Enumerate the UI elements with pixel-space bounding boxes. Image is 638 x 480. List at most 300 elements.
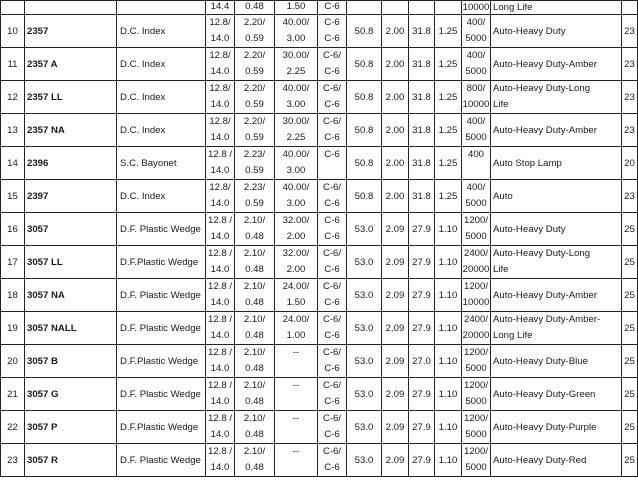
filament-cell-line: C-6 — [324, 215, 340, 226]
application-cell-line: Long Life — [493, 330, 533, 341]
life-cell-line: 5000 — [465, 198, 487, 209]
table-row — [1, 114, 638, 147]
volts-cell-line: 12.8 / — [207, 314, 232, 325]
mol-cell: 53.0 — [347, 444, 382, 477]
filament-cell-line: C-6 — [324, 396, 340, 407]
life-cell-line: 5000 — [465, 429, 487, 440]
volts-cell-line: 14.0 — [210, 330, 230, 341]
cp-cell — [275, 411, 318, 444]
cp-cell-line: 1.00 — [286, 330, 306, 341]
code-cell: 3057 B — [25, 345, 117, 378]
life-cell-line: 400/ — [466, 116, 486, 127]
amps-cell-line: 2.10/ — [243, 347, 266, 358]
application-cell — [491, 246, 622, 279]
mol-cell: 53.0 — [347, 345, 382, 378]
amps-cell — [235, 378, 275, 411]
application-cell-line: Auto-Heavy Duty-Long — [493, 83, 591, 94]
code-cell: 2357 LL — [25, 81, 117, 114]
cp-cell-line: 32.00/ — [282, 248, 310, 259]
volts-cell-line: 14.0 — [210, 132, 230, 143]
cp-cell-line: 24.00/ — [282, 281, 310, 292]
life-cell — [462, 345, 491, 378]
cp-cell-line: 2.00 — [286, 231, 306, 242]
dia-cell: 2.09 — [382, 411, 409, 444]
filament-cell-line: C-6 — [324, 99, 340, 110]
page-cell: 25 — [622, 312, 638, 345]
volts-cell-line: 14.0 — [210, 363, 230, 374]
cp-cell-line: -- — [292, 347, 300, 358]
life-cell-line — [462, 163, 490, 179]
lcl-cell: 31.8 — [409, 147, 435, 180]
mol-cell: 53.0 — [347, 378, 382, 411]
lcl-cell: 27.9 — [409, 213, 435, 246]
amps-cell-line: 0.48 — [245, 396, 264, 407]
amps-cell-line: 0.48 — [245, 363, 264, 374]
application-cell: Auto-Heavy Duty-Purple — [491, 411, 622, 444]
filament-cell — [318, 48, 347, 81]
code-cell: 3057 P — [25, 411, 117, 444]
base-cell: D.C. Index — [117, 48, 206, 81]
cp-cell-line: 40.00/ — [282, 149, 310, 160]
filament-cell-line: C-6/ — [322, 314, 342, 325]
amps-cell — [235, 114, 275, 147]
table-row — [1, 81, 638, 114]
mol-cell: 53.0 — [347, 312, 382, 345]
application-cell: Auto Stop Lamp — [491, 147, 622, 180]
volts-cell-line: 14.0 — [210, 462, 230, 473]
amps-cell-line: 0.59 — [245, 99, 264, 110]
page-cell: 25 — [622, 246, 638, 279]
cp-cell-line — [275, 361, 317, 377]
application-cell-line: Life — [493, 99, 509, 110]
life-cell — [462, 15, 491, 48]
cp-cell — [275, 180, 318, 213]
life-cell-line: 1200/ — [463, 446, 488, 457]
life-cell-line: 1200/ — [463, 215, 488, 226]
amps-cell-line: 0.48 — [245, 429, 264, 440]
code-cell: 3057 NA — [25, 279, 117, 312]
filament-cell-line: C-6 — [324, 462, 340, 473]
table-row — [1, 345, 638, 378]
life-cell-line: 400/ — [466, 17, 486, 28]
amps-cell-line: 0.48 — [245, 231, 264, 242]
code-cell — [25, 1, 117, 15]
page-cell: 25 — [622, 279, 638, 312]
amps-cell — [235, 345, 275, 378]
volts-cell-line: 12.8/ — [209, 182, 231, 193]
volts-cell: 14.4 — [206, 1, 235, 15]
life-cell-line: 400 — [467, 149, 484, 160]
volts-cell — [206, 411, 235, 444]
life-cell — [462, 48, 491, 81]
base-cell — [117, 1, 206, 15]
lcl-cell: 31.8 — [409, 48, 435, 81]
volts-cell-line: 14.0 — [210, 396, 230, 407]
index-cell: 22 — [1, 411, 25, 444]
filament-cell — [318, 180, 347, 213]
code-cell: 2397 — [25, 180, 117, 213]
application-cell: Long Life — [491, 1, 622, 15]
lcl-cell: 27.9 — [409, 411, 435, 444]
index-cell — [1, 1, 25, 15]
filament-cell — [318, 345, 347, 378]
life-cell-line: 5000 — [465, 66, 487, 77]
amps-cell-line: 2.10/ — [243, 248, 266, 259]
application-cell: Auto-Heavy Duty-Amber — [491, 279, 622, 312]
cp-cell-line: 2.25 — [286, 132, 306, 143]
page-cell: 23 — [622, 81, 638, 114]
filament-cell-line: C-6 — [324, 132, 340, 143]
dia-cell: 2.00 — [382, 180, 409, 213]
life-cell-line: 400/ — [466, 182, 486, 193]
cp-cell-line: 40.00/ — [282, 83, 310, 94]
filament-cell-line — [318, 163, 346, 179]
base-cell: D.C. Index — [117, 15, 206, 48]
application-cell: Auto-Heavy Duty — [491, 213, 622, 246]
amps-cell — [235, 279, 275, 312]
application-cell: Auto-Heavy Duty-Amber — [491, 48, 622, 81]
life-cell: 10000 — [462, 2, 490, 13]
base-cell: D.F. Plastic Wedge — [117, 213, 206, 246]
page-cell: 20 — [622, 147, 638, 180]
filament-cell-line: C-6 — [324, 330, 340, 341]
volts-cell-line: 14.0 — [210, 231, 230, 242]
amps-cell-line: 0.59 — [245, 165, 264, 176]
cp-cell-line: -- — [292, 413, 300, 424]
amps-cell: 0.48 — [235, 1, 275, 15]
page-cell: 25 — [622, 444, 638, 477]
filament-cell — [318, 81, 347, 114]
page-cell: 23 — [622, 15, 638, 48]
spec-cell — [435, 1, 462, 15]
volts-cell-line: 14.0 — [210, 297, 230, 308]
cp-cell — [275, 213, 318, 246]
table-body — [1, 1, 638, 477]
volts-cell-line: 12.8 / — [207, 446, 232, 457]
dia-cell: 2.09 — [382, 312, 409, 345]
index-cell: 11 — [1, 48, 25, 81]
mol-cell: 50.8 — [347, 147, 382, 180]
life-cell-line: 10000 — [462, 297, 490, 308]
page-cell: 23 — [622, 180, 638, 213]
volts-cell — [206, 312, 235, 345]
volts-cell — [206, 345, 235, 378]
code-cell: 3057 G — [25, 378, 117, 411]
dia-cell: 2.09 — [382, 444, 409, 477]
amps-cell — [235, 246, 275, 279]
volts-cell-line: 12.8/ — [209, 17, 231, 28]
amps-cell-line: 2.20/ — [243, 116, 266, 127]
amps-cell-line: 2.23/ — [243, 182, 266, 193]
life-cell-line: 1200/ — [463, 413, 488, 424]
cp-cell — [275, 114, 318, 147]
filament-cell-line: C-6/ — [322, 380, 342, 391]
base-cell: D.F.Plastic Wedge — [117, 246, 206, 279]
cp-cell-line: 3.00 — [286, 99, 306, 110]
filament-cell-line: C-6/ — [322, 281, 342, 292]
volts-cell-line: 12.8 / — [207, 149, 232, 160]
mol-cell: 50.8 — [347, 15, 382, 48]
table-row — [1, 246, 638, 279]
filament-cell — [318, 15, 347, 48]
application-cell: Auto-Heavy Duty-Amber — [491, 114, 622, 147]
index-cell: 14 — [1, 147, 25, 180]
cp-cell-line: 2.25 — [286, 66, 306, 77]
life-cell-line: 800/ — [466, 83, 486, 94]
cp-cell — [275, 378, 318, 411]
dia-cell: 2.00 — [382, 147, 409, 180]
cp-cell-line: 40.00/ — [282, 17, 310, 28]
life-cell-line: 20000 — [462, 264, 490, 275]
volts-cell — [206, 180, 235, 213]
amps-cell — [235, 213, 275, 246]
code-cell: 3057 R — [25, 444, 117, 477]
filament-cell-line: C-6/ — [322, 50, 342, 61]
filament-cell-line: C-6 — [324, 66, 340, 77]
page-cell: 25 — [622, 213, 638, 246]
life-cell-line: 1200/ — [463, 347, 488, 358]
dia-cell: 2.09 — [382, 378, 409, 411]
lcl-cell: 27.9 — [409, 246, 435, 279]
cp-cell — [275, 279, 318, 312]
volts-cell — [206, 81, 235, 114]
spec-cell: 1.25 — [435, 48, 462, 81]
page-cell: 25 — [622, 378, 638, 411]
amps-cell-line: 0.59 — [245, 33, 264, 44]
filament-cell-line: C-6 — [324, 149, 340, 160]
volts-cell-line: 12.8/ — [209, 116, 231, 127]
index-cell: 21 — [1, 378, 25, 411]
filament-cell: C-6 — [318, 1, 347, 15]
code-cell: 2357 NA — [25, 114, 117, 147]
volts-cell-line: 14.0 — [210, 33, 230, 44]
life-cell-line: 5000 — [465, 363, 487, 374]
cp-cell-line — [275, 427, 317, 443]
filament-cell — [318, 411, 347, 444]
dia-cell: 2.09 — [382, 213, 409, 246]
spec-cell: 1.25 — [435, 15, 462, 48]
life-cell-line: 400/ — [466, 50, 486, 61]
cp-cell — [275, 246, 318, 279]
table-row — [1, 213, 638, 246]
index-cell: 19 — [1, 312, 25, 345]
cp-cell-line: 3.00 — [286, 198, 306, 209]
life-cell — [462, 114, 491, 147]
table-row — [1, 15, 638, 48]
filament-cell — [318, 279, 347, 312]
amps-cell-line: 0.48 — [245, 330, 264, 341]
life-cell — [462, 246, 491, 279]
life-cell-line: 20000 — [462, 330, 490, 341]
cp-cell-line: 3.00 — [286, 33, 306, 44]
filament-cell — [318, 378, 347, 411]
cp-cell-line: -- — [292, 446, 300, 457]
mol-cell: 50.8 — [347, 48, 382, 81]
page-cell — [622, 1, 638, 15]
code-cell: 3057 LL — [25, 246, 117, 279]
volts-cell — [206, 48, 235, 81]
volts-cell-line: 14.0 — [210, 429, 230, 440]
life-cell — [462, 279, 491, 312]
table-row-continued — [1, 1, 638, 15]
amps-cell — [235, 180, 275, 213]
life-cell-line: 2400/ — [463, 248, 488, 259]
index-cell: 17 — [1, 246, 25, 279]
base-cell: D.F. Plastic Wedge — [117, 378, 206, 411]
cp-cell-line — [275, 394, 317, 410]
base-cell: D.C. Index — [117, 180, 206, 213]
spec-cell: 1.10 — [435, 246, 462, 279]
base-cell: D.F. Plastic Wedge — [117, 279, 206, 312]
mol-cell: 50.8 — [347, 180, 382, 213]
volts-cell-line: 12.8 / — [207, 248, 232, 259]
spec-cell: 1.25 — [435, 81, 462, 114]
filament-cell — [318, 213, 347, 246]
spec-cell: 1.10 — [435, 411, 462, 444]
volts-cell — [206, 444, 235, 477]
index-cell: 16 — [1, 213, 25, 246]
base-cell: S.C. Bayonet — [117, 147, 206, 180]
mol-cell — [347, 1, 382, 15]
cp-cell-line: 40.00/ — [282, 182, 310, 193]
life-cell — [462, 411, 491, 444]
volts-cell-line: 12.8 / — [207, 380, 232, 391]
spec-cell: 1.25 — [435, 180, 462, 213]
amps-cell-line: 2.10/ — [243, 380, 266, 391]
amps-cell-line: 0.59 — [245, 132, 264, 143]
volts-cell — [206, 378, 235, 411]
spec-cell: 1.25 — [435, 114, 462, 147]
cp-cell: 1.50 — [275, 1, 318, 15]
dia-cell: 2.00 — [382, 15, 409, 48]
table-row — [1, 279, 638, 312]
cp-cell-line: 2.00 — [286, 264, 306, 275]
cp-cell-line: 30.00/ — [282, 50, 310, 61]
spec-cell: 1.25 — [435, 147, 462, 180]
base-cell: D.F.Plastic Wedge — [117, 345, 206, 378]
volts-cell-line: 14.0 — [210, 198, 230, 209]
spec-cell: 1.10 — [435, 279, 462, 312]
lcl-cell: 27.9 — [409, 444, 435, 477]
amps-cell-line: 2.20/ — [243, 83, 266, 94]
lcl-cell: 31.8 — [409, 15, 435, 48]
amps-cell-line: 0.48 — [245, 264, 264, 275]
filament-cell — [318, 312, 347, 345]
mol-cell: 53.0 — [347, 213, 382, 246]
filament-cell-line: C-6 — [324, 363, 340, 374]
amps-cell-line: 2.10/ — [243, 413, 266, 424]
filament-cell-line: C-6 — [324, 33, 340, 44]
filament-cell — [318, 444, 347, 477]
cp-cell-line: 30.00/ — [282, 116, 310, 127]
life-cell — [462, 81, 491, 114]
volts-cell — [206, 279, 235, 312]
application-cell — [491, 312, 622, 345]
volts-cell-line: 12.8 / — [207, 215, 232, 226]
volts-cell-line: 12.8 / — [207, 347, 232, 358]
application-cell: Auto — [491, 180, 622, 213]
table-row — [1, 180, 638, 213]
application-cell: Auto-Heavy Duty-Green — [491, 378, 622, 411]
amps-cell-line: 2.10/ — [243, 314, 266, 325]
dia-cell: 2.09 — [382, 279, 409, 312]
amps-cell — [235, 411, 275, 444]
cp-cell-line: 32.00/ — [282, 215, 310, 226]
mol-cell: 53.0 — [347, 279, 382, 312]
application-cell-line: Auto-Heavy Duty-Long — [493, 248, 591, 259]
page-cell: 23 — [622, 48, 638, 81]
amps-cell — [235, 312, 275, 345]
amps-cell-line: 0.48 — [245, 297, 264, 308]
application-cell-line: Auto-Heavy Duty-Amber- — [493, 314, 601, 325]
lcl-cell: 31.8 — [409, 114, 435, 147]
filament-cell-line: C-6 — [324, 198, 340, 209]
life-cell-line: 2400/ — [463, 314, 488, 325]
lcl-cell: 27.9 — [409, 312, 435, 345]
application-cell: Auto-Heavy Duty-Blue — [491, 345, 622, 378]
cp-cell — [275, 15, 318, 48]
life-cell-line: 10000 — [462, 99, 490, 110]
cp-cell-line: -- — [292, 380, 300, 391]
spec-cell: 1.10 — [435, 345, 462, 378]
code-cell: 3057 — [25, 213, 117, 246]
table-row — [1, 312, 638, 345]
volts-cell — [206, 15, 235, 48]
life-cell — [462, 312, 491, 345]
amps-cell-line: 0.48 — [245, 462, 264, 473]
volts-cell-line: 12.8/ — [209, 50, 231, 61]
cp-cell — [275, 345, 318, 378]
base-cell: D.C. Index — [117, 81, 206, 114]
table-row — [1, 48, 638, 81]
amps-cell — [235, 48, 275, 81]
base-cell: D.C. Index — [117, 114, 206, 147]
amps-cell-line: 0.59 — [245, 66, 264, 77]
life-cell — [462, 378, 491, 411]
amps-cell — [235, 15, 275, 48]
life-cell-line: 5000 — [465, 33, 487, 44]
amps-cell-line: 2.10/ — [243, 215, 266, 226]
code-cell: 2396 — [25, 147, 117, 180]
life-cell — [462, 180, 491, 213]
amps-cell-line: 2.10/ — [243, 446, 266, 457]
index-cell: 12 — [1, 81, 25, 114]
amps-cell-line: 0.59 — [245, 198, 264, 209]
life-cell-line: 1200/ — [463, 281, 488, 292]
dia-cell: 2.00 — [382, 81, 409, 114]
dia-cell — [382, 1, 409, 15]
volts-cell-line: 12.8/ — [209, 83, 231, 94]
base-cell: D.F. Plastic Wedge — [117, 444, 206, 477]
page-cell: 25 — [622, 345, 638, 378]
spec-cell: 1.10 — [435, 444, 462, 477]
code-cell: 2357 — [25, 15, 117, 48]
amps-cell-line: 2.23/ — [243, 149, 266, 160]
filament-cell-line: C-6 — [324, 297, 340, 308]
mol-cell: 50.8 — [347, 81, 382, 114]
index-cell: 18 — [1, 279, 25, 312]
filament-cell-line: C-6/ — [322, 413, 342, 424]
life-cell-line: 5000 — [465, 231, 487, 242]
base-cell: D.F.Plastic Wedge — [117, 411, 206, 444]
amps-cell-line: 2.10/ — [243, 281, 266, 292]
amps-cell-line: 2.20/ — [243, 50, 266, 61]
index-cell: 13 — [1, 114, 25, 147]
volts-cell-line: 14.0 — [210, 165, 230, 176]
life-cell-line: 5000 — [465, 396, 487, 407]
lcl-cell: 27.0 — [409, 345, 435, 378]
volts-cell — [206, 147, 235, 180]
